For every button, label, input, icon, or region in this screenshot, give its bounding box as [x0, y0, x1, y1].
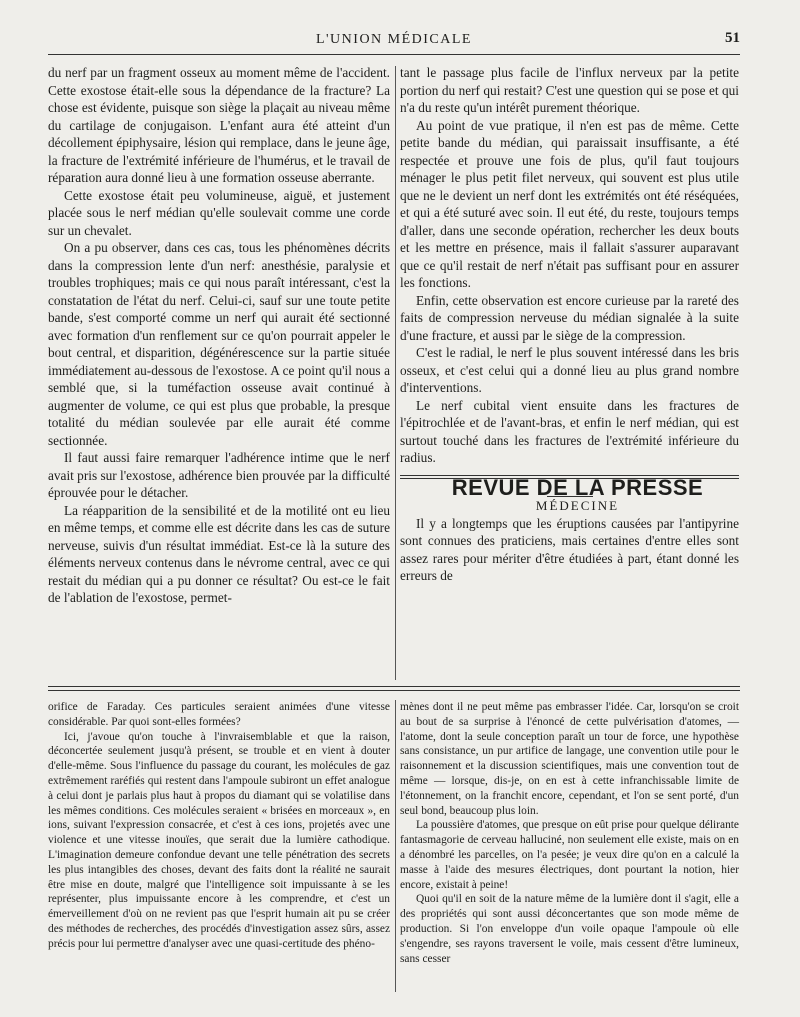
running-title: L'UNION MÉDICALE [315, 32, 472, 47]
header-rule [48, 54, 740, 55]
paragraph: On a pu observer, dans ces cas, tous les phénomènes décrits dans la compression lente d'un nerf: anesthésie, paralysie et troubles trophiques; mais ce qui nous paraît intéressant, c'est la constatation de l'état du nerf. Celui-ci, sauf sur une toute petite bande, s'est comporté comme un nerf qui aurait été sectionné avec formation d'un renflement sur ce qu'on pourrait appeler le bout central, et disparition, dégénérescence sur la partie située immédiatement au-dessous de l'exostose. A ce point qu'il nous a semblé que, si la tuméfaction osseuse avait continué à augmenter de volume, ce qui est plus que probable, la presque totalité du médian soulevée par elle aurait été comme sectionnée. [48, 240, 390, 448]
paragraph: Ici, j'avoue qu'on touche à l'invraisemblable et que la raison, déconcertée seulement jusqu'à présent, se trouble et en vient à douter d'elle-même. Sous l'influence du passage du courant, les molécules de gaz extrêmement raréfiés qui restent dans l'ampoule subiront un effet analogue à celui dont je parlais plus haut à propos du diamant qui se volatilise dans les mêmes conditions. Ces molécules seraient « brisées en morceaux », en ions, suivant l'expression consacrée, et c'est à ces ions, projetés avec une violence et une vitesse inouïes, que serait due la lumière cathodique. L'imagination demeure confondue devant une telle pénétration des secrets les plus intangibles des choses, devant des faits dont la réalité ne saurait être mise en doute, malgré que l'intelligence soit impuissante à se les représenter, plus impuissante encore à les comprendre, et c'est un émerveillement d'où on ne revient pas que l'esprit humain ait pu se créer des méthodes de recherches, des procédés d'investigation assez sûrs, assez précis pour lui permettre d'analyser avec une quasi-certitude des phéno- [48, 730, 390, 950]
bottom-left-column [48, 700, 390, 952]
paragraph: mènes dont il ne peut même pas embrasser l'idée. Car, lorsqu'on se croit au bout de sa surprise à l'énoncé de cette pulvérisation d'atomes, — l'atome, dont la seule conception paraît un tour de force, une hypothèse sans consistance, un pur artifice de langage, une convention utile pour le raisonnement et la discussion scientifiques, mais une convention tout de même — lorsque, dis-je, on en est à cette infranchissable limite de l'étonnement, on la franchit encore, cependant, et l'on se sent porté, d'un seul bond, beaucoup plus loin. [400, 701, 739, 817]
top-left-column [48, 64, 390, 607]
paragraph: Cette exostose était peu volumineuse, aiguë, et justement placée sous le nerf médian qu'elle soulevait comme une corde sur un chevalet. [48, 187, 390, 238]
page-number: 51 [725, 30, 740, 46]
paragraph: C'est le radial, le nerf le plus souvent intéressé dans les bris osseux, et c'est celui qui a donné lieu au plus grand nombre d'interventions. [400, 345, 739, 395]
section-separator [48, 686, 740, 691]
paragraph: du nerf par un fragment osseux au moment même de l'accident. Cette exostose était-elle sous la dépendance de la fracture? La chose est évidente, puisque son siège la plaçait au niveau même du cartilage de conjugaison. L'enfant aura été atteint d'un décollement épiphysaire, lésion qui remplace, dans le jeune âge, la fracture de l'extrémité inférieure de l'humérus, et le travail de réparation aura donné lieu à une formation osseuse aberrante. [48, 65, 390, 185]
paragraph: orifice de Faraday. Ces particules seraient animées d'une vitesse considérable. Par quoi sont-elles formées? [48, 701, 390, 728]
paragraph: Le nerf cubital vient ensuite dans les fractures de l'épitrochlée et de l'avant-bras, et enfin le nerf médian, qui est surtout touché dans les fractures de l'extrémité inférieure du radius. [400, 397, 739, 465]
paragraph: La poussière d'atomes, que presque on eût prise pour quelque délirante fantasmagorie de cerveau halluciné, non seulement elle existe, mais on en a dénombré les parcelles, on l'a pesée; je veux dire qu'on en a calculé la masse à l'aide des mesures électriques, dont pourtant la notion, hier encore, existait à peine! [400, 819, 739, 891]
paragraph: La réapparition de la sensibilité et de la motilité ont eu lieu en même temps, et comme elle est décrite dans les cas de suture nerveuse, suivis d'un résultat immédiat. Est-ce là la suture des éléments nerveux contenus dans le névrome central, avec ce qui restait du médian qui a pu donner ce résultat? Ou est-ce le fait de l'ablation de l'exostose, permet- [48, 502, 390, 605]
paragraph: Enfin, cette observation est encore curieuse par la rareté des faits de compression nerveuse du médian signalée à la suite d'une fracture, et aussi par le siège de la compression. [400, 292, 739, 343]
paragraph: Il y a longtemps que les éruptions causées par l'antipyrine sont connues des praticiens, mais certaines d'entre elles sont assez rares pour mériter d'être étudiées à part, étant donné les erreurs de [400, 515, 739, 583]
paragraph: tant le passage plus facile de l'influx nerveux par la petite portion du nerf qui restait? C'est une question qui se pose et qui n'a du reste qu'un intérêt purement théorique. [400, 65, 739, 115]
paragraph: Il faut aussi faire remarquer l'adhérence intime que le nerf avait pris sur l'exostose, adhérence bien prouvée par la difficulté éprouvée pour le détacher. [48, 450, 390, 500]
section-title: REVUE DE LA PRESSE [451, 474, 704, 500]
top-right-column [400, 64, 739, 585]
paragraph: Au point de vue pratique, il n'en est pas de même. Cette petite bande du médian, qui paraissait insuffisante, a été respectée et prouve une fois de plus, qu'il faut toujours ménager le plus petit filet nerveux, qui souvent est plus utile que ne le devient un nerf dont les extrémités ont été réséquées, et qui a été suturé avec soin. Il eut été, du reste, toujours temps d'aller, dans une seconde opération, rechercher les deux bouts et les mettre en présence, mais il fallait s'assurer auparavant que ce qu'il restait de nerf n'était pas suffisant pour en assurer les fonctions. [400, 117, 739, 290]
bottom-right-column [400, 700, 739, 966]
paragraph: Quoi qu'il en soit de la nature même de la lumière dont il s'agit, elle a des propriétés qui sont aussi déconcertantes que son mode même de production. Si l'on enveloppe d'un voile opaque l'ampoule où elle s'engendre, ses rayons traversent le voile, mais cessent d'être lumineux, sans cesser [400, 893, 739, 965]
page-header [48, 26, 740, 54]
section-subtitle: MÉDECINE [535, 498, 620, 513]
column-divider [395, 66, 396, 680]
column-divider [395, 700, 396, 992]
